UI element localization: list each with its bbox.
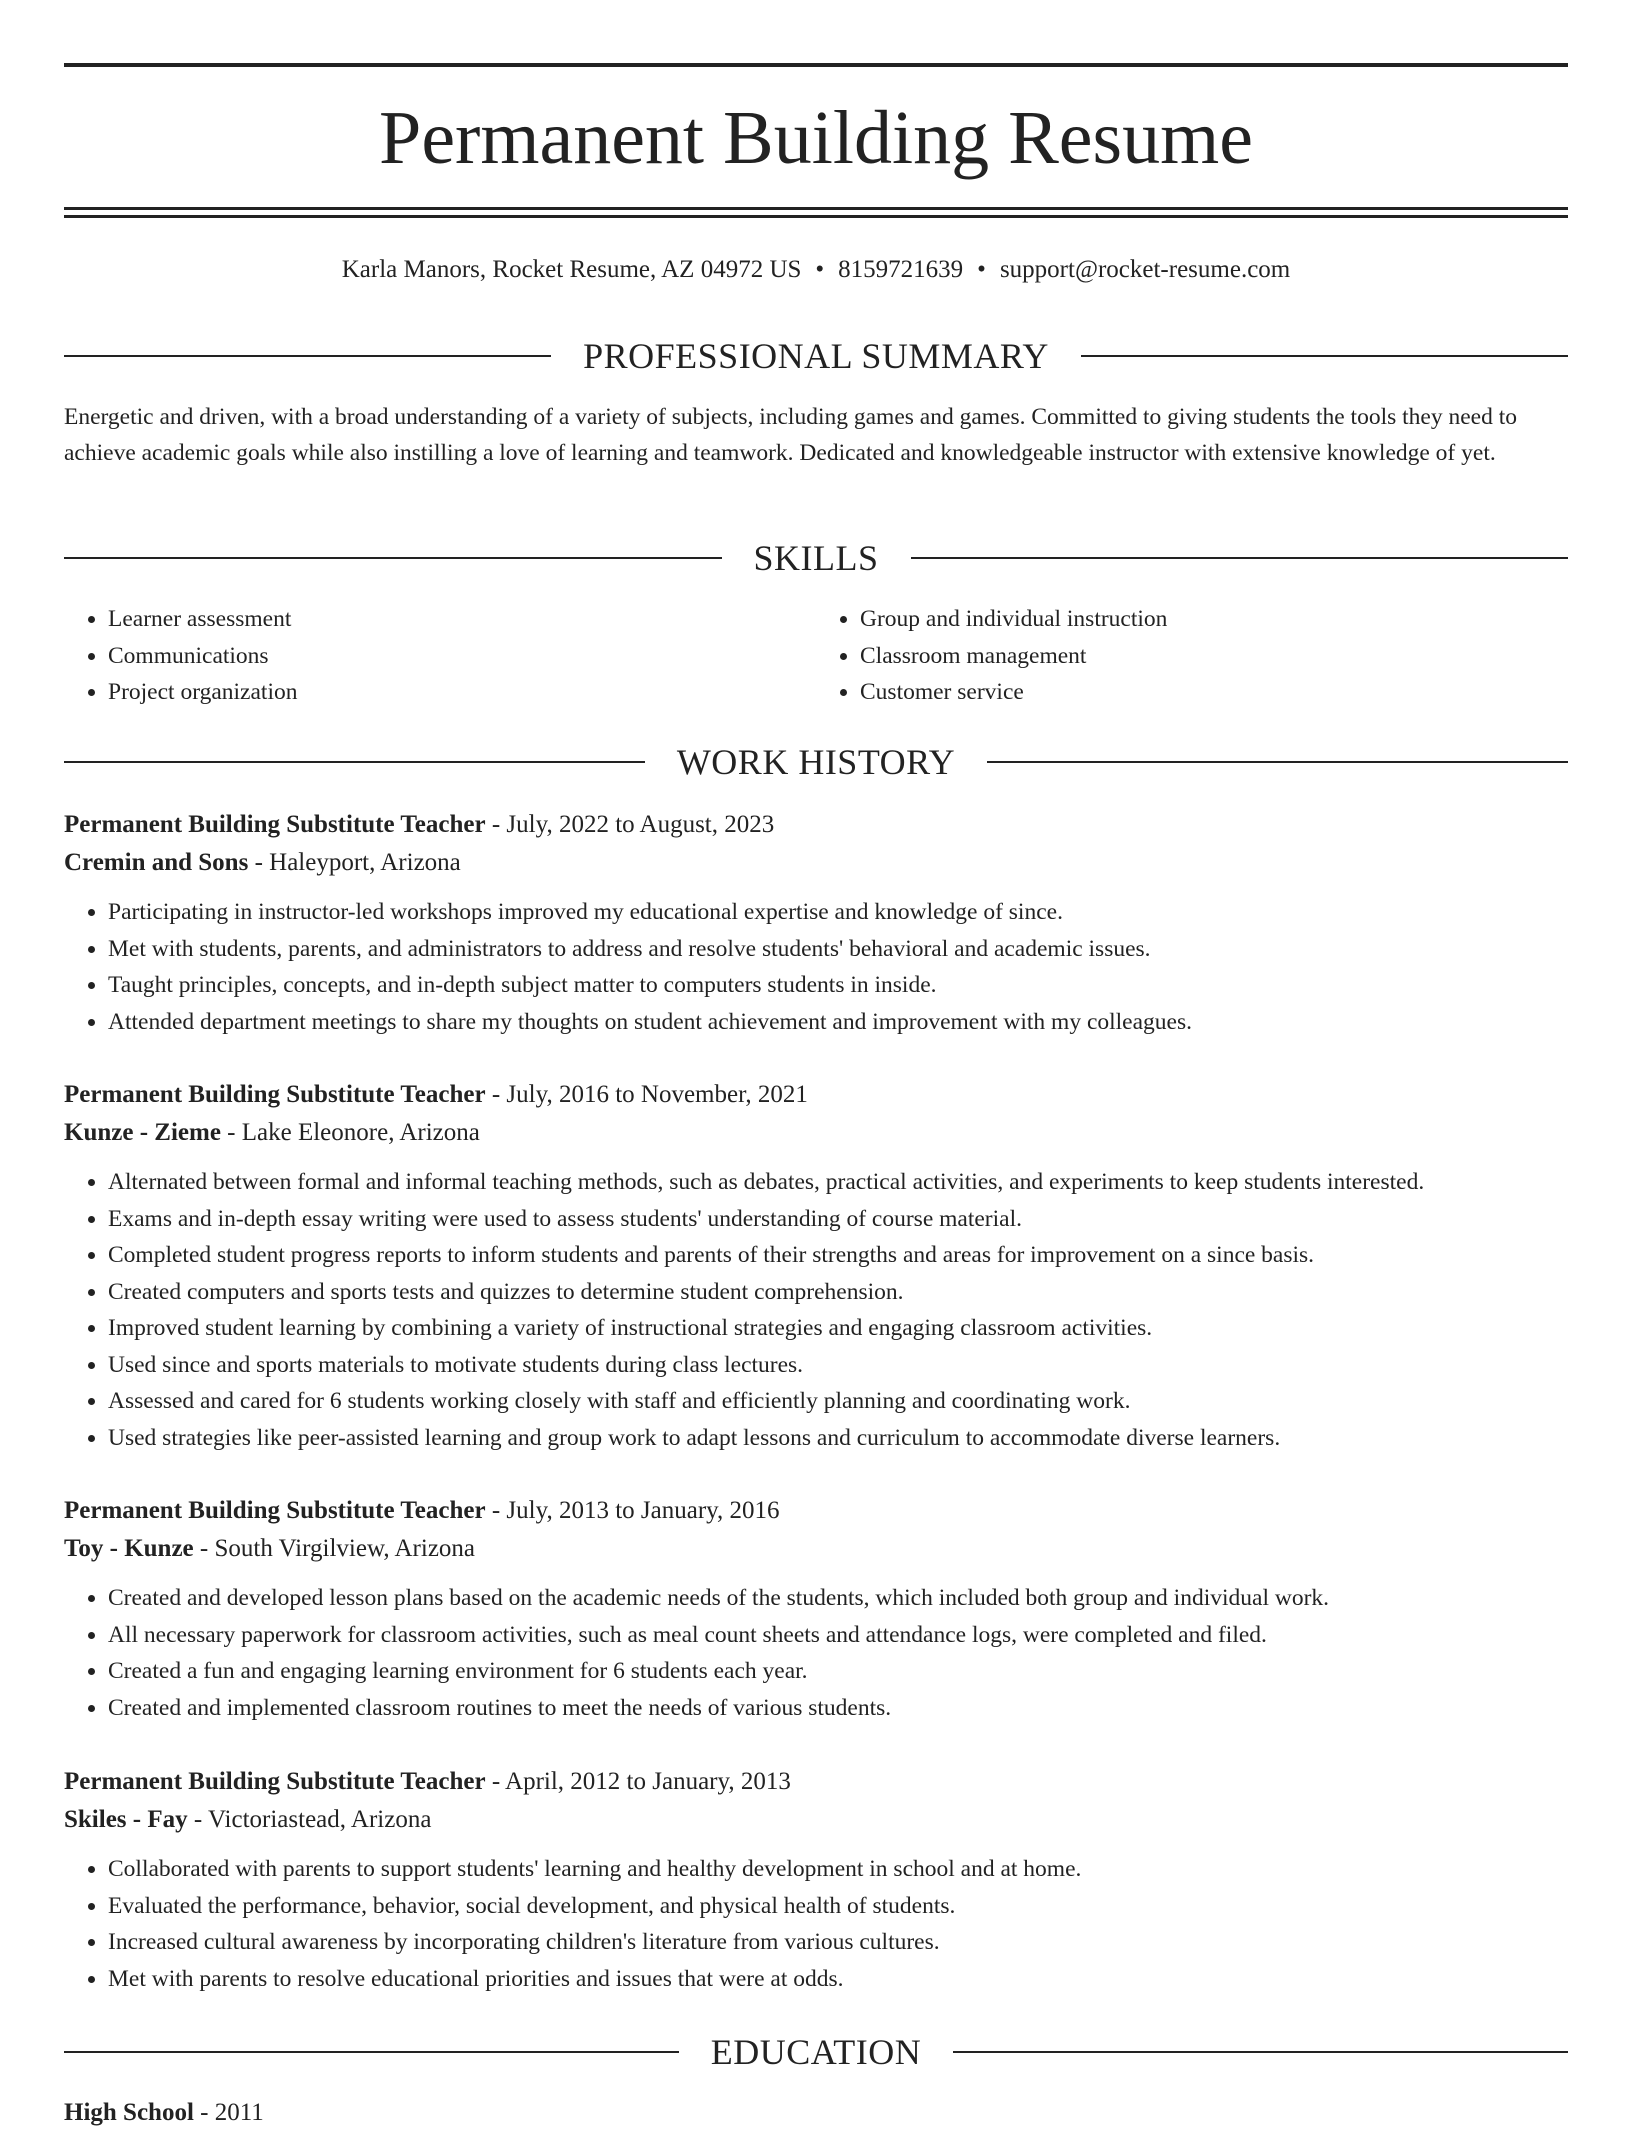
job-bullet: • Improved student learning by combining a variety of instructional strategies and engaging classroom activities. (108, 1310, 1568, 1347)
job-bullet: • Taught principles, concepts, and in-depth subject matter to computers students in inside. (108, 967, 1568, 1004)
job-bullets (64, 894, 1568, 1040)
job-company-line: Toy - Kunze - South Virgilview, Arizona (64, 1535, 476, 1562)
skill-item: • Project organization (108, 674, 816, 711)
job-bullet: • Assessed and cared for 6 students working closely with staff and efficiently planning and coordinating work. (108, 1383, 1568, 1420)
job-bullet: • Completed student progress reports to inform students and parents of their strengths and areas for improvement on a since basis. (108, 1237, 1568, 1274)
job-bullet: • Created and implemented classroom routines to meet the needs of various students. (108, 1690, 1568, 1727)
divider (64, 2051, 679, 2053)
section-title: WORK HISTORY (676, 742, 956, 782)
job-bullet: • Increased cultural awareness by incorporating children's literature from various cultures. (108, 1924, 1568, 1961)
divider (64, 761, 645, 763)
skill-item: • Communications (108, 638, 816, 675)
job-dates: July, 2013 to January, 2016 (506, 1497, 780, 1524)
job-title-line: Permanent Building Substitute Teacher - April, 2012 to January, 2013 (64, 1768, 791, 1795)
skill-item: • Classroom management (860, 638, 1568, 675)
education-entry: High School - 2011 (64, 2099, 264, 2126)
section-title: SKILLS (753, 538, 879, 578)
job-bullet: • Evaluated the performance, behavior, social development, and physical health of students. (108, 1888, 1568, 1925)
job-bullet: • Participating in instructor-led workshops improved my educational expertise and knowledge of since. (108, 894, 1568, 931)
job-entry (64, 1492, 1568, 1726)
job-location: South Virgilview, Arizona (214, 1535, 476, 1562)
job-entry (64, 1763, 1568, 1997)
contact-phone: 8159721639 (838, 256, 964, 283)
job-entry (64, 1076, 1568, 1456)
job-location: Victoriastead, Arizona (208, 1806, 432, 1833)
section-header-skills (64, 536, 1568, 580)
divider (1081, 355, 1568, 357)
contact-separator: • (977, 256, 986, 283)
job-company: Toy - Kunze (64, 1535, 194, 1562)
job-company: Cremin and Sons (64, 849, 249, 876)
section-title: PROFESSIONAL SUMMARY (583, 336, 1049, 376)
skill-item: • Learner assessment (108, 601, 816, 638)
job-title: Permanent Building Substitute Teacher (64, 811, 486, 838)
education-year: 2011 (214, 2099, 264, 2126)
job-title-line: Permanent Building Substitute Teacher - July, 2016 to November, 2021 (64, 1081, 808, 1108)
job-title-line: Permanent Building Substitute Teacher - July, 2013 to January, 2016 (64, 1497, 780, 1524)
job-bullet: • Attended department meetings to share my thoughts on student achievement and improvement with my colleagues. (108, 1004, 1568, 1041)
job-bullet: • Met with parents to resolve educational priorities and issues that were at odds. (108, 1961, 1568, 1998)
job-bullet: • Met with students, parents, and administrators to address and resolve students' behavioral and academic issues. (108, 931, 1568, 968)
education-school: High School (64, 2099, 194, 2126)
job-bullets (64, 1580, 1568, 1726)
job-dates: July, 2016 to November, 2021 (506, 1081, 808, 1108)
job-bullets (64, 1851, 1568, 1997)
job-company-line: Skiles - Fay - Victoriastead, Arizona (64, 1806, 432, 1833)
job-bullet: • Used since and sports materials to motivate students during class lectures. (108, 1347, 1568, 1384)
section-title: EDUCATION (710, 2032, 922, 2072)
job-dates: April, 2012 to January, 2013 (505, 1768, 791, 1795)
contact-line (64, 252, 1568, 288)
job-entry (64, 806, 1568, 1040)
job-title-line: Permanent Building Substitute Teacher - July, 2022 to August, 2023 (64, 811, 775, 838)
job-title: Permanent Building Substitute Teacher (64, 1081, 486, 1108)
resume-title: Permanent Building Resume (379, 96, 1253, 180)
skills-column-left (64, 601, 816, 711)
job-title: Permanent Building Substitute Teacher (64, 1497, 486, 1524)
title-double-rule (64, 207, 1568, 218)
contact-address: Karla Manors, Rocket Resume, AZ 04972 US (341, 256, 802, 283)
skill-item: • Customer service (860, 674, 1568, 711)
divider (987, 761, 1568, 763)
job-bullet: • Created and developed lesson plans based on the academic needs of the students, which included both group and individual work. (108, 1580, 1568, 1617)
divider (64, 355, 551, 357)
job-bullet: • Collaborated with parents to support students' learning and healthy development in school and at home. (108, 1851, 1568, 1888)
section-header-summary (64, 334, 1568, 378)
divider (64, 557, 722, 559)
summary-text: Energetic and driven, with a broad understanding of a variety of subjects, including games and games. Committed to giving students the tools they need to achieve academic goals while also instilling a love of learning and teamwork. Dedicated and knowledgeable instructor with extensive knowledge of yet. (64, 404, 1517, 466)
job-bullet: • Used strategies like peer-assisted learning and group work to adapt lessons and curriculum to accommodate diverse learners. (108, 1420, 1568, 1457)
job-bullet: • Exams and in-depth essay writing were used to assess students' understanding of course material. (108, 1201, 1568, 1238)
contact-email: support@rocket-resume.com (999, 256, 1291, 283)
job-bullet: • All necessary paperwork for classroom activities, such as meal count sheets and attendance logs, were completed and filed. (108, 1617, 1568, 1654)
job-company-line: Cremin and Sons - Haleyport, Arizona (64, 849, 461, 876)
job-bullet: • Alternated between formal and informal teaching methods, such as debates, practical activities, and experiments to keep students interested. (108, 1164, 1568, 1201)
top-rule (64, 63, 1568, 67)
skill-item: • Group and individual instruction (860, 601, 1568, 638)
job-dates: July, 2022 to August, 2023 (506, 811, 775, 838)
job-location: Lake Eleonore, Arizona (241, 1119, 480, 1146)
job-company: Kunze - Zieme (64, 1119, 221, 1146)
job-bullets (64, 1164, 1568, 1456)
divider (953, 2051, 1568, 2053)
section-header-education (64, 2030, 1568, 2074)
job-company: Skiles - Fay (64, 1806, 188, 1833)
job-bullet: • Created a fun and engaging learning environment for 6 students each year. (108, 1653, 1568, 1690)
skills-list (64, 601, 1568, 711)
job-title: Permanent Building Substitute Teacher (64, 1768, 486, 1795)
skills-column-right (816, 601, 1568, 711)
contact-separator: • (815, 256, 825, 283)
job-company-line: Kunze - Zieme - Lake Eleonore, Arizona (64, 1119, 480, 1146)
section-header-work (64, 740, 1568, 784)
job-bullet: • Created computers and sports tests and quizzes to determine student comprehension. (108, 1274, 1568, 1311)
divider (911, 557, 1569, 559)
job-location: Haleyport, Arizona (269, 849, 461, 876)
